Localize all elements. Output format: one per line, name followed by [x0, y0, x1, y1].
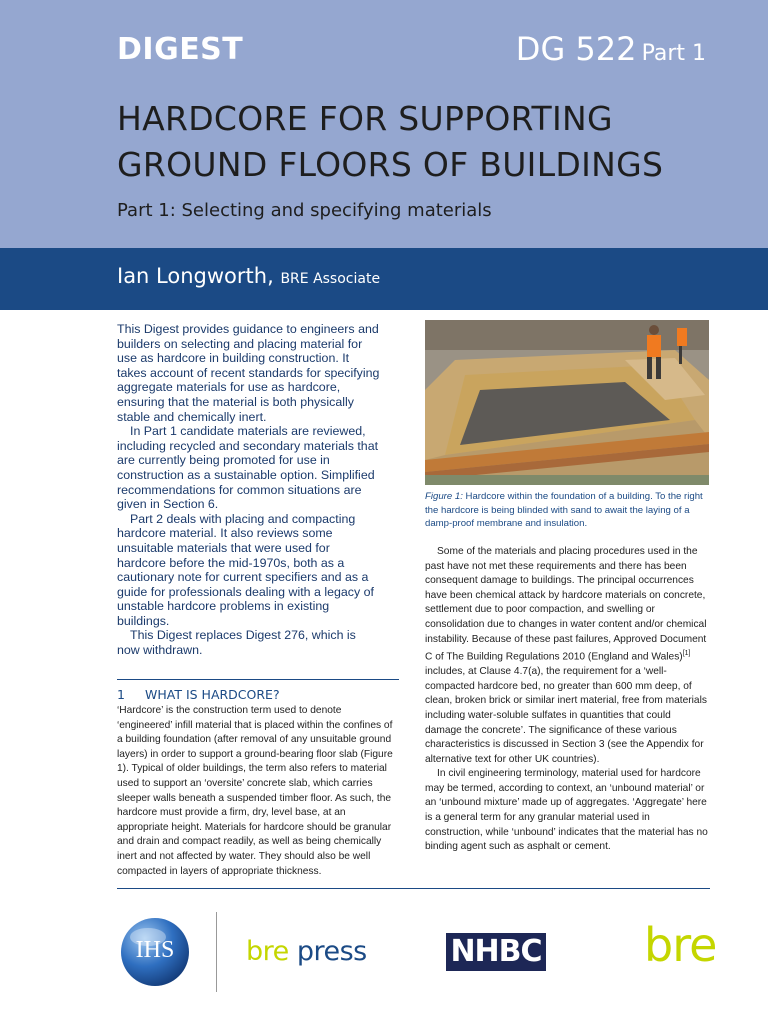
page-title [117, 96, 737, 188]
header-banner [0, 0, 768, 248]
digest-number-value: DG 522 [515, 30, 637, 68]
construction-site-image [425, 320, 709, 485]
right-paragraph-1-rest: includes, at Clause 4.7(a), the requirement for a ‘well-compacted hardcore bed, no greater than 600 mm deep, of clean, broken brick or similar inert material, free from materials including water-soluble sulfates in quantities that could damage the concrete’. The significance of these various characteristics is discussed in Section 3 (see the Appendix for alternative text for other UK countries). [425, 666, 707, 765]
bre-press-logo-bre: bre [246, 936, 289, 967]
intro-paragraph-1: This Digest provides guidance to engineers and builders on selecting and placing material for use as hardcore in building construction. It takes account of recent standards for specifying aggregate materials for use as hardcore, ensuring that the material is both physically stable and chemically inert. [117, 322, 380, 424]
ihs-logo-text: IHS [135, 937, 175, 963]
author-role: BRE Associate [280, 271, 381, 287]
digest-number [516, 30, 706, 68]
section-1-body: ‘Hardcore’ is the construction term used to denote ‘engineered’ infill material that is placed within the confines of a building foundation (after removal of any unsuitable ground layers) in order to support a ground-bearing floor slab (Figure 1). Typical of older buildings, the term also refers to material used to support an ‘oversite’ concrete slab, which carries sleeper walls beneath a suspended timber floor. As such, the hardcore must provide a firm, dry, level base, at an appropriate height. Materials for hardcore should be granular and drain and compact readily, as well as being chemically inert and not affected by water. They should also be well compacted in layers of appropriate thickness. [117, 705, 393, 877]
section-title: WHAT IS HARDCORE? [145, 687, 280, 702]
right-column-body [425, 545, 710, 855]
right-paragraph-2: In civil engineering terminology, material used for hardcore may be termed, according to context, an ‘unbound material’ or an ‘unbound mixture’ made up of aggregates. ‘Aggregate’ here is a general term for any granular material used in construction, while ‘unbound’ indicates that the material has no binding agent such as asphalt or cement. [425, 768, 708, 853]
figure-label: Figure 1: [425, 491, 463, 502]
title-line-2: GROUND FLOORS OF BUILDINGS [117, 145, 664, 184]
digest-part: Part 1 [641, 41, 706, 66]
logo-divider [216, 912, 217, 992]
author-name: Ian Longworth, [117, 264, 274, 288]
reference-marker: [1] [682, 650, 691, 658]
intro-text [117, 322, 381, 658]
author-line [117, 264, 380, 288]
right-paragraph-1 [425, 545, 710, 767]
right-paragraph-1-text: Some of the materials and placing procedures used in the past have not met these requirements and there has been consequent damage to buildings. The principal occurrences have been chemical attack by hardcore materials on concrete, settlement due to poor compaction, and swelling or consolidation due to changes in water content and/or chemical instability. Because of these past failures, Approved Document C of The Building Regulations 2010 (England and Wales) [425, 546, 707, 663]
bre-press-logo-press: press [288, 936, 367, 967]
footer-divider [117, 888, 710, 889]
title-line-1: HARDCORE FOR SUPPORTING [117, 99, 613, 138]
section-1-heading [117, 687, 280, 702]
page-subtitle: Part 1: Selecting and specifying materials [117, 200, 492, 221]
figure-1-photo [425, 320, 709, 485]
bre-press-logo [246, 936, 367, 967]
section-divider [117, 679, 399, 680]
ihs-logo [118, 915, 192, 989]
figure-1-caption [425, 490, 709, 531]
intro-paragraph-2: In Part 1 candidate materials are reviewed, including recycled and secondary materials that are currently being promoted for use in construction as a sustainable option. Simplified recommendations for common situations are given in Section 6. [117, 424, 379, 512]
intro-paragraph-3: Part 2 deals with placing and compacting hardcore material. It also reviews some unsuitable materials that were used for hardcore before the mid-1970s, both as a cautionary note for current specifiers and as a guide for professionals dealing with a legacy of unstable hardcore problems in existing buildings. [117, 511, 374, 628]
author-bar [0, 248, 768, 310]
section-number: 1 [117, 687, 125, 702]
intro-paragraph-4: This Digest replaces Digest 276, which is now withdrawn. [117, 628, 356, 658]
series-label: DIGEST [117, 32, 244, 67]
figure-caption-text: Hardcore within the foundation of a building. To the right the hardcore is being blinded with sand to await the laying of a damp-proof membrane and insulation. [425, 491, 703, 529]
nhbc-logo: NHBC [446, 933, 546, 971]
bre-logo: bre [644, 918, 717, 972]
